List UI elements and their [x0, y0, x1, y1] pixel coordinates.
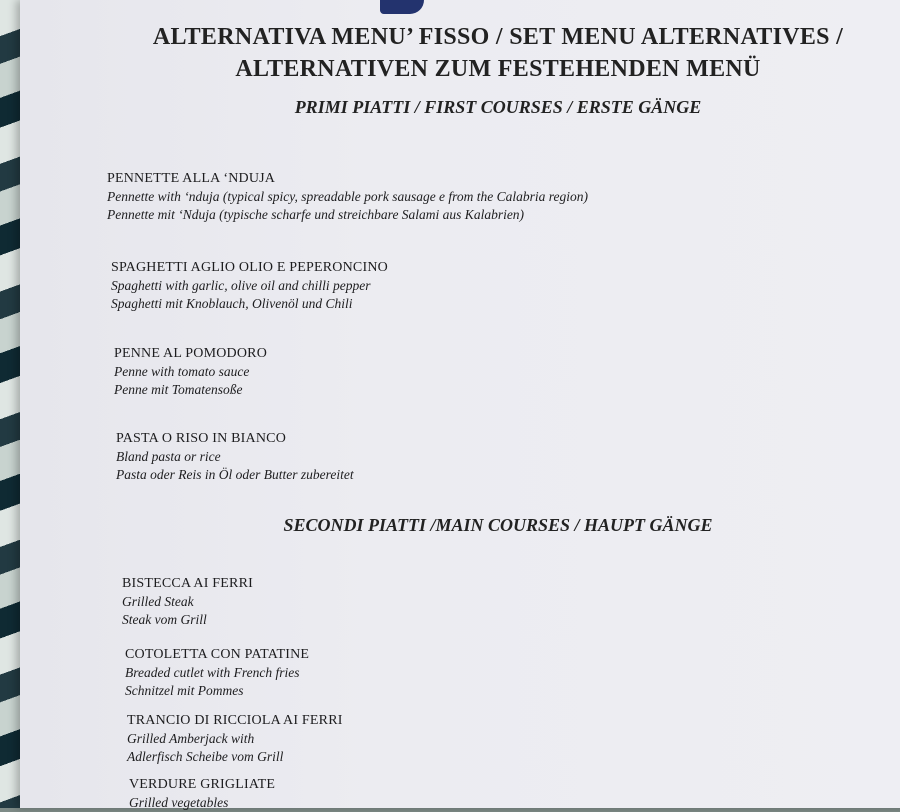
- dish-english: Breaded cutlet with French fries: [125, 665, 300, 680]
- dish-english: Spaghetti with garlic, olive oil and chilli pepper: [111, 278, 371, 293]
- menu-item: [114, 345, 267, 399]
- dish-english: Penne with tomato sauce: [114, 364, 250, 379]
- menu-item: [127, 712, 343, 766]
- menu-item: [111, 259, 388, 313]
- dish-english: Grilled vegetables: [129, 795, 229, 810]
- dish-german: Pennette mit ‘Nduja (typische scharfe und streichbare Salami aus Kalabrien): [107, 207, 525, 222]
- dish-name: PENNE AL POMODORO: [114, 346, 268, 361]
- dish-name: COTOLETTA CON PATATINE: [125, 647, 310, 662]
- dish-german: Pasta oder Reis in Öl oder Butter zubereitet: [116, 467, 354, 482]
- menu-title-line-1: ALTERNATIVA MENU’ FISSO / SET MENU ALTERNATIVES /: [152, 24, 844, 50]
- dish-english: Grilled Amberjack with: [127, 731, 255, 746]
- dish-name: SPAGHETTI AGLIO OLIO E PEPERONCINO: [111, 260, 388, 275]
- dish-german: Adlerfisch Scheibe vom Grill: [127, 749, 284, 764]
- dish-name: BISTECCA AI FERRI: [122, 576, 253, 591]
- dish-english: Bland pasta or rice: [116, 449, 221, 464]
- dish-name: TRANCIO DI RICCIOLA AI FERRI: [127, 713, 343, 728]
- menu-item: [125, 646, 309, 700]
- menu-item: [116, 430, 354, 484]
- dish-name: PASTA O RISO IN BIANCO: [116, 431, 287, 446]
- menu-item: [107, 170, 588, 224]
- dish-name: VERDURE GRIGLIATE: [129, 777, 276, 792]
- dish-german: Spaghetti mit Knoblauch, Olivenöl und Chili: [111, 296, 353, 311]
- dish-german: Schnitzel mit Pommes: [125, 683, 244, 698]
- first-courses-heading: PRIMI PIATTI / FIRST COURSES / ERSTE GÄNGE: [294, 97, 702, 117]
- dish-name: PENNETTE ALLA ‘NDUJA: [107, 171, 276, 186]
- dish-english: Pennette with ‘nduja (typical spicy, spreadable pork sausage e from the Calabria region): [107, 189, 589, 204]
- dish-german: Steak vom Grill: [122, 612, 207, 627]
- dish-english: Grilled Steak: [122, 594, 194, 609]
- dish-german: Penne mit Tomatensoße: [114, 382, 243, 397]
- logo-mark: [380, 0, 424, 14]
- main-courses-heading: SECONDI PIATTI /MAIN COURSES / HAUPT GÄNGE: [283, 515, 713, 535]
- menu-item: [129, 776, 275, 812]
- menu-title-line-2: ALTERNATIVEN ZUM FESTEHENDEN MENÜ: [235, 56, 761, 82]
- menu-sheet: [20, 0, 900, 808]
- menu-item: [122, 575, 253, 629]
